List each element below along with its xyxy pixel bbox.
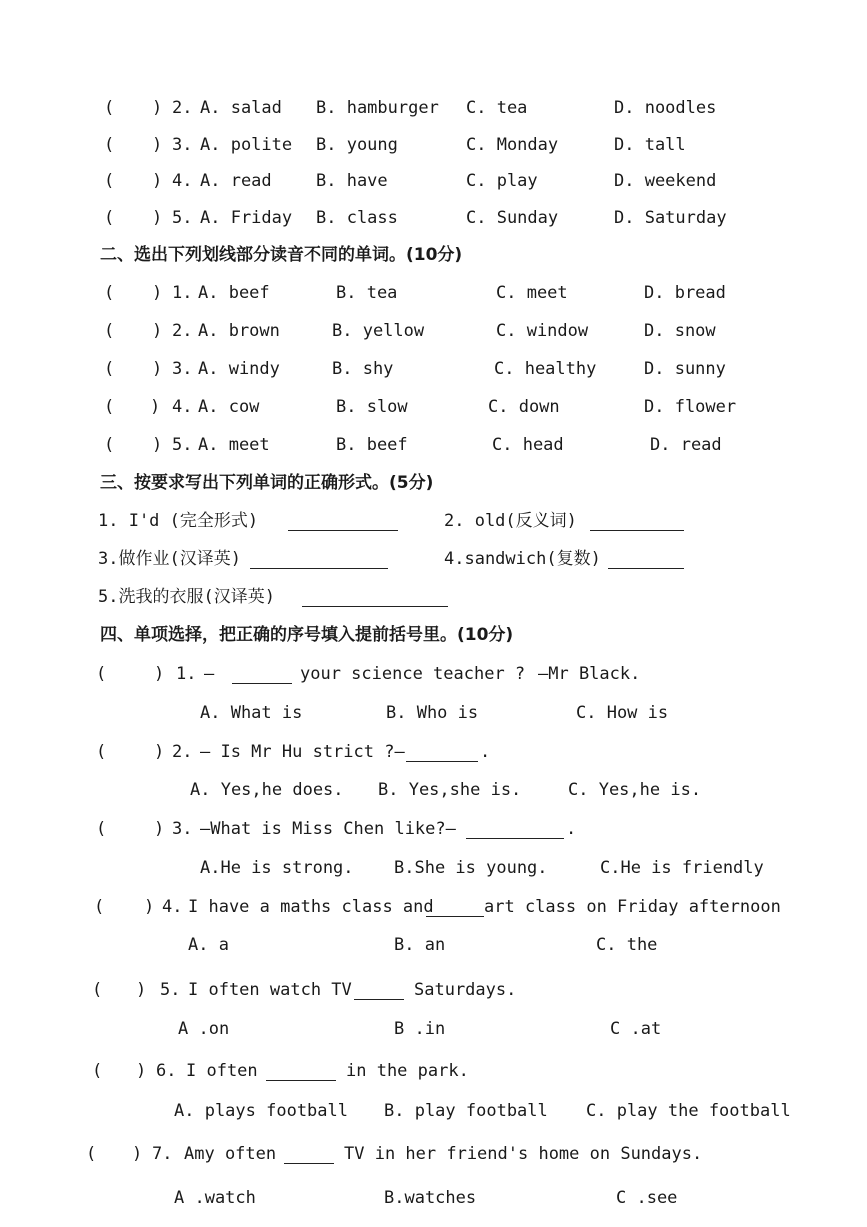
option-c: C. healthy <box>494 359 597 379</box>
answer-blank[interactable] <box>354 981 404 1000</box>
answer-paren-open[interactable]: ( <box>96 819 107 839</box>
answer-paren-open[interactable]: ( <box>96 742 107 762</box>
answer-paren-close: ) <box>152 135 163 155</box>
option-c: C. Sunday <box>466 208 559 228</box>
s2-row <box>104 434 844 456</box>
option-a: A .on <box>178 1019 230 1039</box>
question-number: 4. <box>162 897 183 917</box>
question-text-pre: — <box>204 664 215 684</box>
option-c: C. play the football <box>586 1101 791 1121</box>
option-d: D. tall <box>614 135 686 155</box>
option-c: C.He is friendly <box>600 858 764 878</box>
s4-question <box>96 741 796 763</box>
option-b: B. shy <box>332 359 394 379</box>
option-a: A. meet <box>198 435 270 455</box>
option-a: A. windy <box>198 359 280 379</box>
option-a: A. Yes,he does. <box>190 780 344 800</box>
s4-question <box>96 818 796 840</box>
answer-blank[interactable] <box>266 1062 336 1081</box>
answer-paren-open[interactable]: ( <box>104 359 115 379</box>
answer-paren-open[interactable]: ( <box>104 135 115 155</box>
option-b: B.watches <box>384 1188 477 1208</box>
section-4-title: 四、单项选择，把正确的序号填入提前括号里。(10分) <box>100 625 514 645</box>
option-b: B. Yes,she is. <box>378 780 522 800</box>
answer-paren-open[interactable]: ( <box>96 664 107 684</box>
answer-paren-close: ) <box>154 664 165 684</box>
option-d: D. snow <box>644 321 716 341</box>
option-c: C. down <box>488 397 560 417</box>
question-text-pre: I often <box>186 1061 258 1081</box>
q-prompt: 2. old(反义词) <box>444 511 577 531</box>
answer-blank[interactable] <box>608 550 684 569</box>
option-a: A. plays football <box>174 1101 348 1121</box>
answer-paren-close: ) <box>152 208 163 228</box>
option-b: B. class <box>316 208 398 228</box>
s1-row <box>104 134 844 156</box>
question-number: 2. <box>172 98 193 118</box>
q-prompt: 3.做作业(汉译英) <box>98 549 241 569</box>
option-b: B. beef <box>336 435 408 455</box>
option-b: B. hamburger <box>316 98 439 118</box>
option-c: C. window <box>496 321 589 341</box>
option-a: A. Friday <box>200 208 293 228</box>
q-prompt: 1. I'd (完全形式) <box>98 511 259 531</box>
option-a: A. What is <box>200 703 303 723</box>
option-a: A. a <box>188 935 229 955</box>
q-prompt: 5.洗我的衣服(汉译英) <box>98 587 275 607</box>
option-c: C. Yes,he is. <box>568 780 702 800</box>
option-d: D. Saturday <box>614 208 727 228</box>
option-a: A. read <box>200 171 272 191</box>
answer-paren-close: ) <box>144 897 155 917</box>
answer-paren-close: ) <box>152 283 163 303</box>
answer-paren-open[interactable]: ( <box>94 897 105 917</box>
question-text-post: . <box>566 819 577 839</box>
question-text-post: . <box>480 742 491 762</box>
s1-row <box>104 170 844 192</box>
question-text-post: your science teacher ? <box>300 664 526 684</box>
option-a: A.He is strong. <box>200 858 354 878</box>
answer-paren-close: ) <box>136 980 147 1000</box>
answer-blank[interactable] <box>426 898 484 917</box>
answer-paren-close: ) <box>136 1061 147 1081</box>
option-a: A. brown <box>198 321 280 341</box>
option-d: D. sunny <box>644 359 726 379</box>
s4-question <box>94 896 781 918</box>
question-number: 5. <box>172 208 193 228</box>
option-b: B. slow <box>336 397 408 417</box>
question-number: 2. <box>172 321 193 341</box>
option-a: A. cow <box>198 397 260 417</box>
option-d: D. bread <box>644 283 726 303</box>
answer-paren-open[interactable]: ( <box>92 980 103 1000</box>
s4-question <box>86 1143 786 1165</box>
s4-options <box>178 1018 738 1040</box>
s1-row <box>104 207 844 229</box>
s4-question <box>92 979 772 1001</box>
option-c: C. How is <box>576 703 669 723</box>
q-prompt: 4.sandwich(复数) <box>444 549 601 569</box>
option-a: A. polite <box>200 135 293 155</box>
option-b: B. young <box>316 135 398 155</box>
s4-options <box>188 934 748 956</box>
question-number: 5. <box>160 980 181 1000</box>
s2-row <box>104 320 844 342</box>
option-b: B. play football <box>384 1101 548 1121</box>
question-number: 3. <box>172 135 193 155</box>
question-number: 6. <box>156 1061 177 1081</box>
option-b: B. an <box>394 935 446 955</box>
question-number: 4. <box>172 397 193 417</box>
s1-row <box>104 97 844 119</box>
option-d: D. weekend <box>614 171 717 191</box>
answer-paren-close: ) <box>152 321 163 341</box>
s4-options <box>200 702 760 724</box>
option-c: C. the <box>596 935 658 955</box>
answer-paren-open[interactable]: ( <box>104 321 115 341</box>
option-d: D. noodles <box>614 98 717 118</box>
answer-blank[interactable] <box>302 588 448 607</box>
answer-blank[interactable] <box>590 512 684 531</box>
question-number: 2. <box>172 742 193 762</box>
s4-options <box>174 1100 791 1122</box>
s3-row <box>98 510 798 532</box>
option-c: C. play <box>466 171 538 191</box>
question-text-post: TV in her friend's home on Sundays. <box>344 1144 703 1164</box>
answer-paren-open[interactable]: ( <box>104 98 115 118</box>
answer-paren-open[interactable]: ( <box>86 1144 97 1164</box>
question-text-pre: Amy often <box>184 1144 277 1164</box>
s4-question <box>92 1060 772 1082</box>
section-2-title: 二、选出下列划线部分读音不同的单词。(10分) <box>100 245 463 265</box>
answer-paren-open[interactable]: ( <box>104 208 115 228</box>
s4-question <box>96 663 796 685</box>
answer-paren-open[interactable]: ( <box>104 435 115 455</box>
answer-paren-close: ) <box>152 359 163 379</box>
answer-paren-open[interactable]: ( <box>104 397 115 417</box>
option-c: C. meet <box>496 283 568 303</box>
question-text-pre: I have a maths class and <box>188 897 434 917</box>
answer-paren-close: ) <box>150 397 161 417</box>
s3-row <box>98 586 798 608</box>
question-number: 7. <box>152 1144 173 1164</box>
answer-blank[interactable] <box>288 512 398 531</box>
question-number: 3. <box>172 819 193 839</box>
s2-row <box>104 358 844 380</box>
question-text-post: art class on Friday afternoon <box>484 897 781 917</box>
answer-paren-close: ) <box>154 742 165 762</box>
answer-blank[interactable] <box>466 820 564 839</box>
answer-blank[interactable] <box>250 550 388 569</box>
question-number: 4. <box>172 171 193 191</box>
answer-paren-close: ) <box>152 171 163 191</box>
question-text-pre: — Is Mr Hu strict ?— <box>200 742 405 762</box>
option-a: A. beef <box>198 283 270 303</box>
question-text-post: Saturdays. <box>414 980 517 1000</box>
answer-paren-close: ) <box>152 435 163 455</box>
option-c: C. head <box>492 435 564 455</box>
s2-row <box>104 396 844 418</box>
answer-paren-close: ) <box>132 1144 143 1164</box>
s2-row <box>104 282 844 304</box>
question-text-post: in the park. <box>346 1061 469 1081</box>
s4-options <box>174 1187 734 1209</box>
question-text-pre: I often watch TV <box>188 980 352 1000</box>
answer-blank[interactable] <box>406 743 478 762</box>
answer-blank[interactable] <box>284 1145 334 1164</box>
option-b: B.She is young. <box>394 858 548 878</box>
option-b: B. tea <box>336 283 398 303</box>
option-c: C. Monday <box>466 135 559 155</box>
option-b: B .in <box>394 1019 446 1039</box>
option-c: C .see <box>616 1188 678 1208</box>
question-number: 1. <box>176 664 197 684</box>
option-b: B. have <box>316 171 388 191</box>
option-c: C .at <box>610 1019 662 1039</box>
answer-paren-close: ) <box>152 98 163 118</box>
question-number: 5. <box>172 435 193 455</box>
question-number: 1. <box>172 283 193 303</box>
option-c: C. tea <box>466 98 528 118</box>
option-d: D. read <box>650 435 722 455</box>
option-b: B. Who is <box>386 703 479 723</box>
answer-paren-open[interactable]: ( <box>92 1061 103 1081</box>
answer-paren-open[interactable]: ( <box>104 171 115 191</box>
question-number: 3. <box>172 359 193 379</box>
option-a: A .watch <box>174 1188 256 1208</box>
s3-row <box>98 548 798 570</box>
option-a: A. salad <box>200 98 282 118</box>
answer-blank[interactable] <box>232 665 292 684</box>
option-b: B. yellow <box>332 321 425 341</box>
section-3-title: 三、按要求写出下列单词的正确形式。(5分) <box>100 473 434 493</box>
s4-options <box>200 857 764 879</box>
answer-text: —Mr Black. <box>538 664 641 684</box>
question-text-pre: —What is Miss Chen like?— <box>200 819 456 839</box>
option-d: D. flower <box>644 397 737 417</box>
answer-paren-open[interactable]: ( <box>104 283 115 303</box>
s4-options <box>190 779 750 801</box>
answer-paren-close: ) <box>154 819 165 839</box>
